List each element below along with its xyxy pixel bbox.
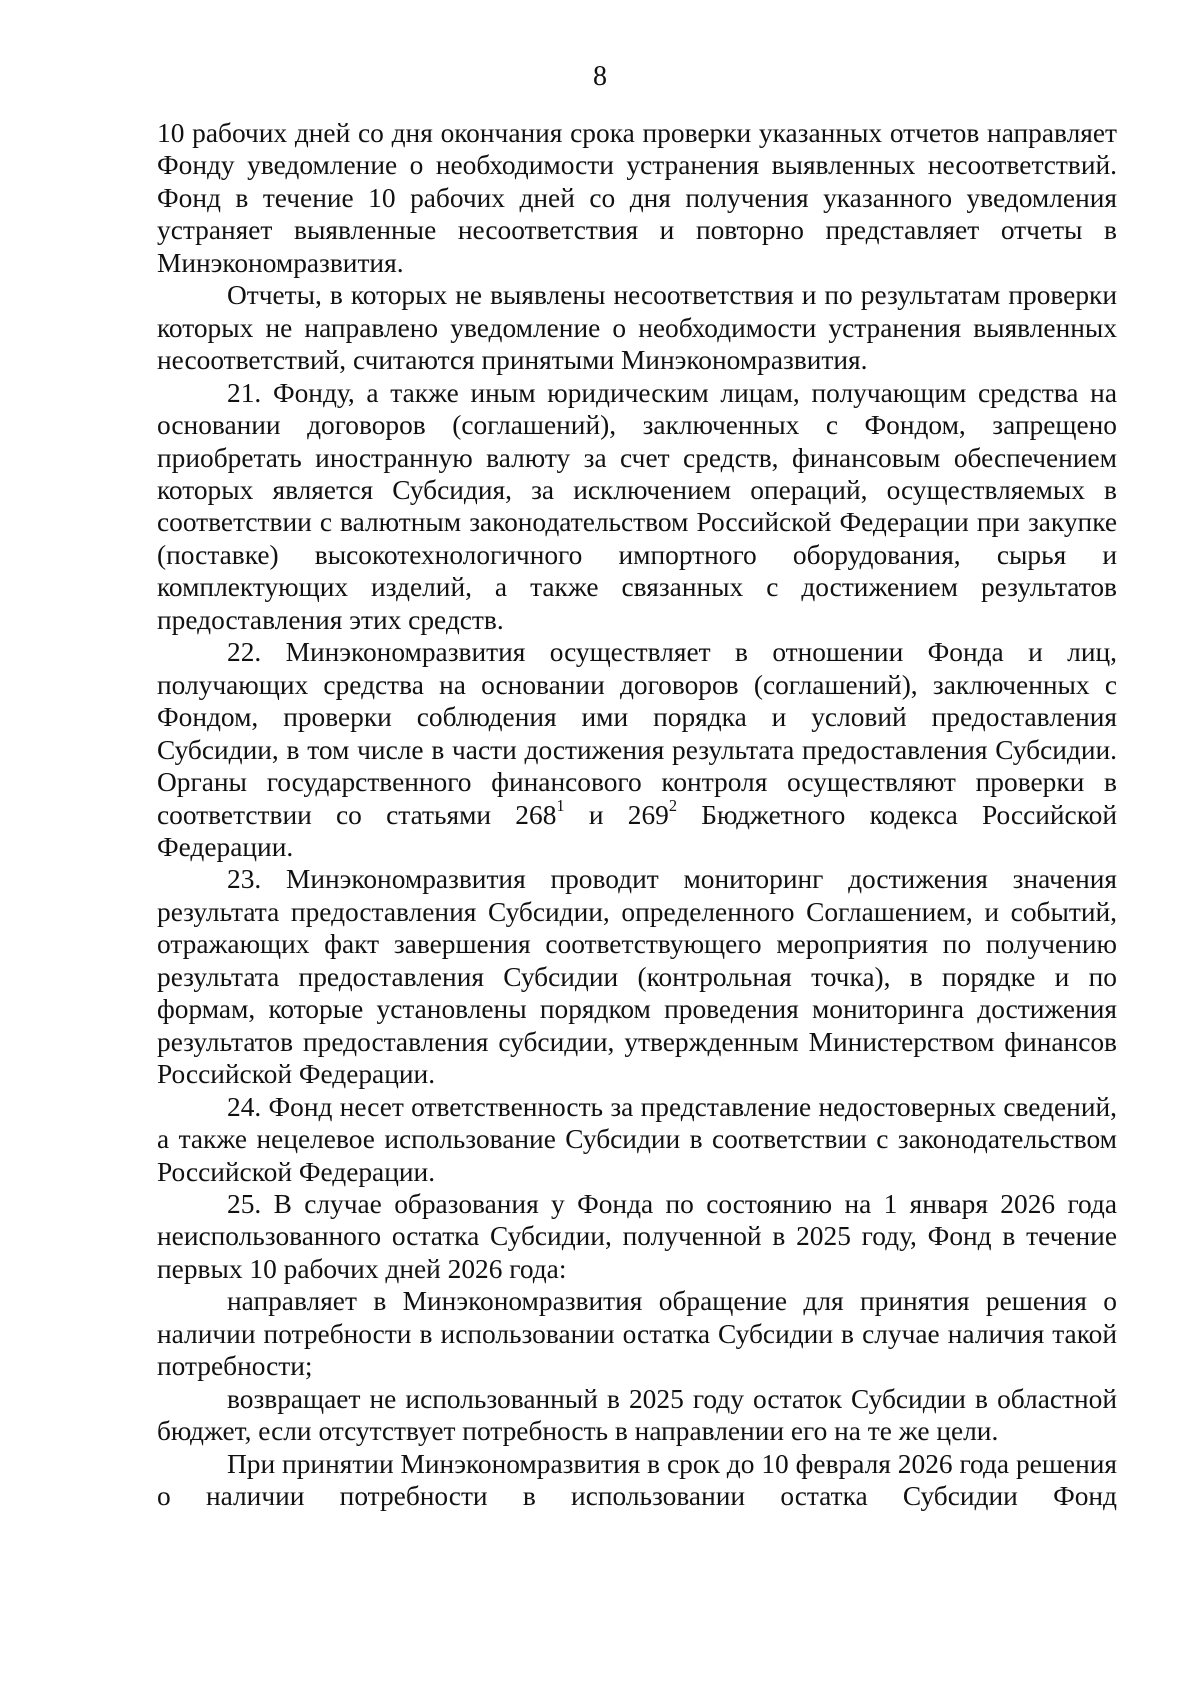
paragraph-22-text-end: Бюджетного кодекса Российской Федерации.	[157, 799, 1117, 862]
paragraph-continuation: 10 рабочих дней со дня окончания срока проверки указанных отчетов направляет Фонду уведомление о необходимости устранения выявленных несоответствий. Фонд в течение 10 рабочих дней со дня получения указанного уведомления устраняет выявленные несоответствия и повторно представляет отчеты в Минэкономразвития.	[157, 118, 1117, 278]
paragraph-22	[157, 636, 1117, 863]
superscript-1: 1	[556, 795, 565, 815]
paragraph-22-text-start: 22. Минэкономразвития осуществляет в отношении Фонда и лиц, получающих средства на основании договоров (соглашений), заключенных с Фондом, проверки соблюдения ими порядка и условий предоставления Субсидии, в том числе в части достижения результата предоставления Субсидии. Органы государственного финансового контроля осуществляют проверки в соответствии со статьями 268	[157, 637, 1117, 830]
paragraph-25-item-return: возвращает не использованный в 2025 году остаток Субсидии в областной бюджет, если отсутствует потребность в направлении его на те же цели.	[157, 1383, 1117, 1447]
paragraph-24: 24. Фонд несет ответственность за представление недостоверных сведений, а также нецелевое использование Субсидии в соответствии с законодательством Российской Федерации.	[157, 1091, 1117, 1187]
document-body	[157, 117, 1117, 1512]
paragraph-21: 21. Фонду, а также иным юридическим лицам, получающим средства на основании договоров (соглашений), заключенных с Фондом, запрещено приобретать иностранную валюту за счет средств, финансовым обеспечением которых является Субсидия, за исключением операций, осуществляемых в соответствии с валютным законодательством Российской Федерации при закупке (поставке) высокотехнологичного импортного оборудования, сырья и комплектующих изделий, а также связанных с достижением результатов предоставления этих средств.	[157, 377, 1117, 635]
paragraph-reports-accepted: Отчеты, в которых не выявлены несоответствия и по результатам проверки которых не направлено уведомление о необходимости устранения выявленных несоответствий, считаются принятыми Минэкономразвития.	[157, 280, 1117, 376]
paragraph-23: 23. Минэкономразвития проводит мониторинг достижения значения результата предоставления Субсидии, определенного Соглашением, и событий, отражающих факт завершения соответствующего мероприятия по получению результата предоставления Субсидии (контрольная точка), в порядке и по формам, которые установлены порядком проведения мониторинга достижения результатов предоставления субсидии, утвержденным Министерством финансов Российской Федерации.	[157, 864, 1117, 1090]
paragraph-22-text-middle: и 269	[564, 799, 669, 830]
superscript-2: 2	[668, 795, 678, 815]
paragraph-decision: При принятии Минэкономразвития в срок до 10 февраля 2026 года решения о наличии потребности в использовании остатка Субсидии Фонд	[157, 1448, 1117, 1512]
page-number: 8	[593, 61, 607, 92]
paragraph-25-item-request: направляет в Минэкономразвития обращение для принятия решения о наличии потребности в использовании остатка Субсидии в случае наличия такой потребности;	[157, 1286, 1117, 1382]
paragraph-25: 25. В случае образования у Фонда по состоянию на 1 января 2026 года неиспользованного остатка Субсидии, полученной в 2025 году, Фонд в течение первых 10 рабочих дней 2026 года:	[157, 1188, 1117, 1284]
